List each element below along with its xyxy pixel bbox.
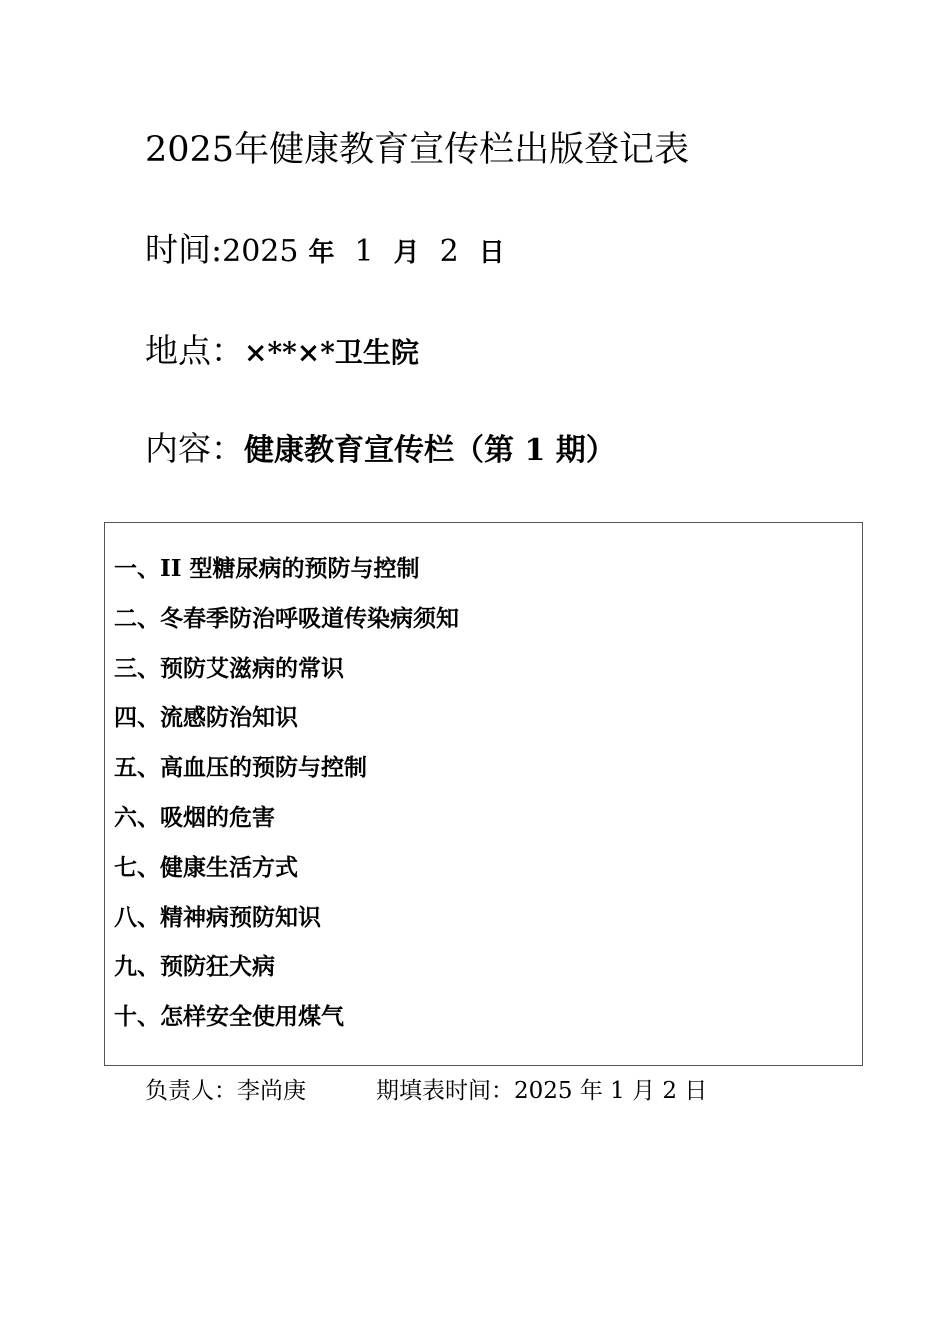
time-month: 1: [354, 234, 374, 269]
time-label: 时间:: [145, 230, 223, 269]
time-month-unit: 月: [393, 238, 420, 268]
fill-time-label: 期填表时间：: [376, 1078, 514, 1104]
content-label: 内容：: [145, 429, 244, 468]
responsible-name: 李尚庚: [237, 1078, 306, 1104]
responsible-label: 负责人：: [145, 1078, 237, 1104]
content-box: [104, 522, 863, 1066]
time-day: 2: [439, 234, 459, 269]
time-field: [145, 229, 505, 274]
list-item: 二、冬春季防治呼吸道传染病须知: [114, 604, 459, 632]
time-year-unit: 年: [308, 238, 335, 268]
place-field: [145, 330, 419, 374]
list-item: 八、精神病预防知识: [114, 903, 321, 931]
list-item: 五、高血压的预防与控制: [114, 754, 367, 782]
place-label: 地点：: [145, 331, 244, 370]
list-item: 七、健康生活方式: [114, 853, 298, 881]
list-item: 六、吸烟的危害: [114, 803, 275, 831]
footer: [145, 1076, 707, 1106]
topic-list: [114, 554, 459, 1052]
list-item: 十、怎样安全使用煤气: [114, 1003, 344, 1031]
time-day-unit: 日: [478, 238, 505, 268]
fill-time-value: 2025 年 1 月 2 日: [514, 1078, 708, 1104]
list-item: 九、预防狂犬病: [114, 953, 275, 981]
time-value: [222, 234, 505, 269]
list-item: 一、II 型糖尿病的预防与控制: [114, 555, 420, 582]
list-item: 三、预防艾滋病的常识: [114, 654, 344, 682]
place-value: ×**×*卫生院: [244, 336, 419, 369]
time-year: 2025: [222, 234, 299, 269]
list-item: 四、流感防治知识: [114, 704, 298, 732]
content-field: [145, 428, 616, 472]
page-title: 2025年健康教育宣传栏出版登记表: [145, 130, 690, 170]
content-value: 健康教育宣传栏（第 1 期）: [244, 433, 616, 468]
